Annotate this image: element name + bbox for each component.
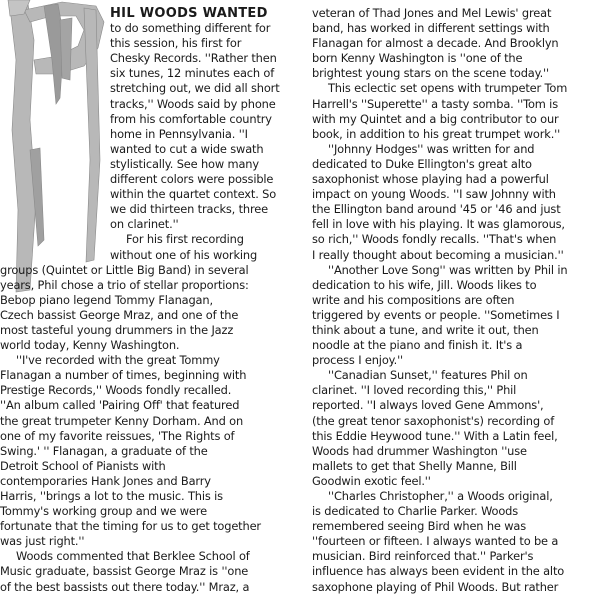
text-line: Chesky Records. ''Rather then: [110, 51, 277, 66]
text-line: different colors were possible: [110, 172, 274, 187]
text-line: For his first recording: [126, 232, 244, 247]
text-line: remembered seeing Bird when he was: [312, 519, 527, 534]
text-line: to do something different for: [110, 21, 271, 36]
text-line: (the great tenor saxophonist's) recording of: [312, 413, 555, 428]
text-line: is dedicated to Charlie Parker. Woods: [312, 504, 519, 519]
text-line: Goodwin exotic feel.'': [312, 473, 431, 488]
text-line: stylistically. See how many: [110, 156, 259, 171]
text-line: dedication to his wife, Jill. Woods likes to: [312, 277, 537, 292]
text-line: most tasteful young drummers in the Jazz: [0, 322, 234, 337]
text-line: This eclectic set opens with trumpeter Tom: [328, 81, 568, 96]
text-line: one of my favorite reissues, 'The Rights of: [0, 428, 235, 443]
text-line: dedicated to Duke Ellington's great alto: [312, 156, 532, 171]
text-line: stretching out, we did all short: [110, 81, 280, 96]
text-line: wanted to cut a wide swath: [110, 141, 264, 156]
text-line: tracks,'' Woods said by phone: [110, 96, 276, 111]
text-line: brightest young stars on the scene today.'': [312, 66, 550, 81]
text-line: home in Pennsylvania. ''I: [110, 126, 248, 141]
text-line: world today, Kenny Washington.: [0, 338, 180, 353]
text-line: I really thought about becoming a musician.'': [312, 247, 564, 262]
text-line: groups (Quintet or Little Big Band) in several: [0, 262, 249, 277]
text-line: Harris, ''brings a lot to the music. This is: [0, 489, 223, 503]
text-line: this Eddie Heywood tune.'' With a Latin feel,: [312, 428, 558, 443]
text-line: the great trumpeter Kenny Dorham. And on: [0, 413, 244, 428]
text-line: Tommy's working group and we were: [0, 504, 207, 519]
text-line: ''Charles Christopher,'' a Woods original,: [328, 489, 553, 503]
text-line: saxophonist whose playing had a powerful: [312, 172, 549, 187]
left-text-column: [0, 6, 300, 595]
text-line: Flanagan for almost a decade. And Brooklyn: [312, 36, 559, 51]
text-line: without one of his working: [110, 247, 258, 262]
text-line: mallets to get that Shelly Manne, Bill: [312, 458, 517, 473]
text-line: six tunes, 12 minutes each of: [110, 66, 275, 81]
text-line: saxophone playing of Phil Woods. But rather: [312, 579, 559, 594]
text-line: Harrell's ''Superette'' a tasty somba. ''Tom is: [312, 96, 558, 111]
text-line: within the quartet context. So: [110, 187, 277, 202]
text-line: process I enjoy.'': [312, 353, 404, 368]
text-line: ''fourteen or fifteen. I always wanted to be a: [312, 534, 559, 549]
text-line: was just right.'': [0, 534, 85, 549]
text-line: years, Phil chose a trio of stellar proportions:: [0, 277, 249, 292]
text-line: ''I've recorded with the great Tommy: [16, 353, 220, 368]
text-line: so rich,'' Woods fondly recalls. ''That's when: [312, 232, 557, 247]
text-line: ''Canadian Sunset,'' features Phil on: [328, 368, 528, 383]
text-line: reported. ''I always loved Gene Ammons',: [312, 398, 544, 413]
text-line: fell in love with his playing. It was glamorous,: [312, 217, 565, 232]
text-line: on clarinet.'': [110, 217, 179, 232]
drop-cap-strokes: [8, 0, 104, 292]
text-line: ''Another Love Song'' was written by Phil in: [328, 262, 568, 277]
text-line: Flanagan a number of times, beginning with: [0, 368, 247, 383]
text-line: the Ellington band around '45 or '46 and just: [312, 202, 561, 217]
text-line: band, has worked in different settings with: [312, 21, 550, 36]
text-line: of the best bassists out there today.'' Mraz, a: [0, 579, 250, 594]
article-heading: HIL WOODS WANTED: [110, 6, 268, 21]
text-line: Woods had drummer Washington ''use: [312, 443, 527, 458]
text-line: this session, his first for: [110, 36, 242, 51]
text-line: impact on young Woods. ''I saw Johnny with: [312, 187, 556, 202]
text-line: Music graduate, bassist George Mraz is ''one: [0, 564, 249, 579]
text-line: veteran of Thad Jones and Mel Lewis' great: [312, 6, 552, 20]
text-line: Czech bassist George Mraz, and one of the: [0, 307, 239, 322]
text-line: with my Quintet and a big contributor to our: [312, 111, 559, 126]
text-line: think about a tune, and write it out, then: [312, 322, 539, 337]
text-line: clarinet. ''I loved recording this,'' Phil: [312, 383, 517, 398]
text-line: born Kenny Washington is ''one of the: [312, 51, 523, 66]
left-full-width-text: [0, 263, 300, 595]
text-line: Prestige Records,'' Woods fondly recalled.: [0, 383, 232, 398]
text-line: ''An album called 'Pairing Off' that featured: [0, 398, 240, 413]
text-line: we did thirteen tracks, three: [110, 202, 268, 217]
text-line: Swing.' '' Flanagan, a graduate of the: [0, 443, 208, 458]
text-line: write and his compositions are often: [312, 292, 515, 307]
text-line: Woods commented that Berklee School of: [16, 549, 250, 564]
text-line: Bebop piano legend Tommy Flanagan,: [0, 292, 213, 307]
text-line: triggered by events or people. ''Sometimes I: [312, 307, 560, 322]
text-line: ''Johnny Hodges'' was written for and: [328, 141, 535, 156]
text-line: book, in addition to his great trumpet work.'': [312, 126, 561, 141]
text-line: fortunate that the timing for us to get together: [0, 519, 261, 534]
text-line: influence has always been evident in the alto: [312, 564, 565, 579]
right-text-column: [312, 6, 596, 595]
text-line: musician. Bird reinforced that.'' Parker's: [312, 549, 534, 564]
text-line: from his comfortable country: [110, 111, 272, 126]
text-line: Detroit School of Pianists with: [0, 458, 166, 473]
text-line: noodle at the piano and finish it. It's a: [312, 338, 523, 353]
text-line: contemporaries Hank Jones and Barry: [0, 473, 211, 488]
